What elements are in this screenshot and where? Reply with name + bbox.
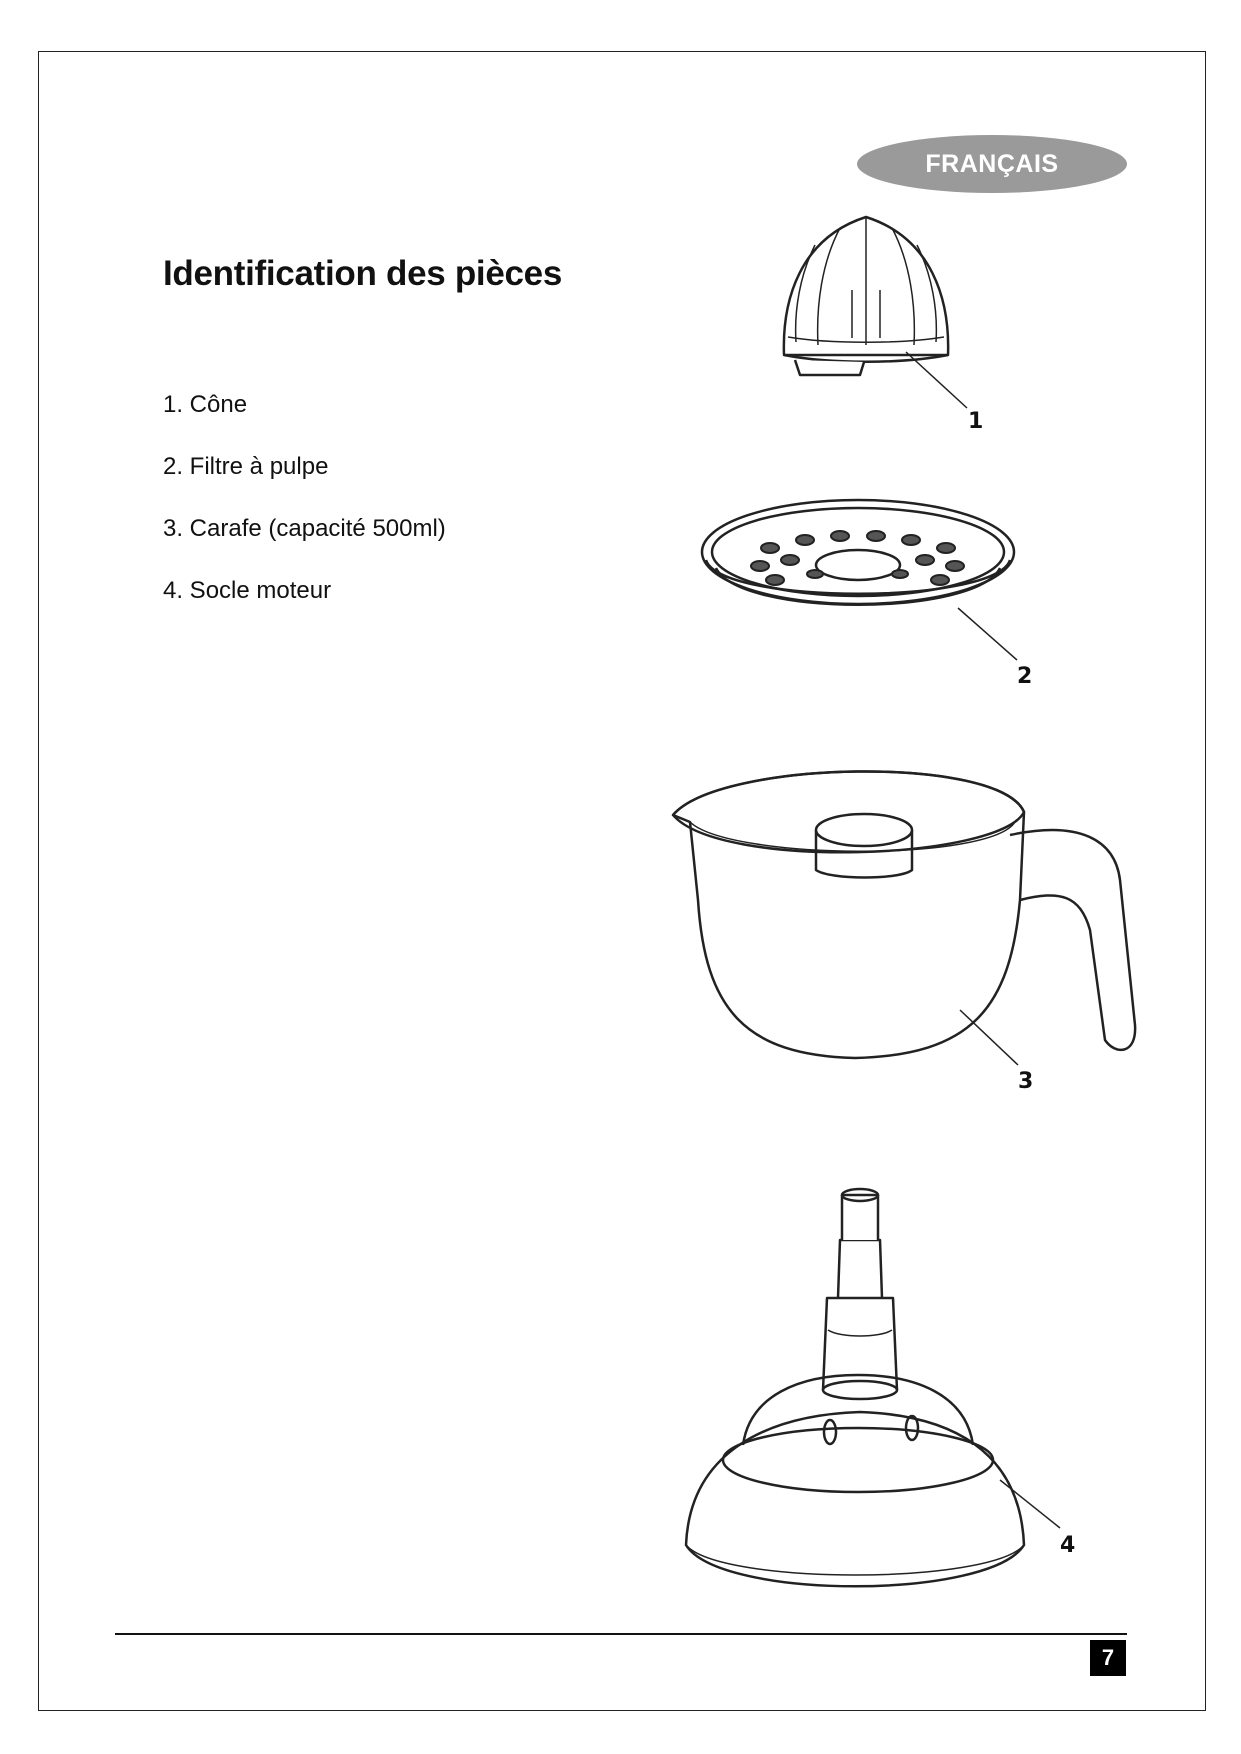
- part-item-pulp-filter: 2. Filtre à pulpe: [163, 453, 329, 480]
- callout-number-4: 4: [1060, 1533, 1076, 1558]
- cone-illustration: [784, 217, 948, 375]
- page-number: 7: [1090, 1640, 1126, 1676]
- jug-illustration: [673, 771, 1135, 1058]
- callout-number-3: 3: [1018, 1069, 1034, 1094]
- motor-base-illustration: [686, 1189, 1024, 1586]
- callout-number-2: 2: [1017, 664, 1033, 689]
- footer-rule: [115, 1633, 1127, 1635]
- part-item-jug: 3. Carafe (capacité 500ml): [163, 515, 446, 542]
- section-title: Identification des pièces: [163, 254, 562, 293]
- part-item-cone: 1. Cône: [163, 391, 248, 418]
- callout-number-1: 1: [968, 409, 984, 434]
- pulp-filter-illustration: [702, 500, 1014, 605]
- language-badge: FRANÇAIS: [857, 135, 1127, 193]
- part-item-motor-base: 4. Socle moteur: [163, 577, 332, 604]
